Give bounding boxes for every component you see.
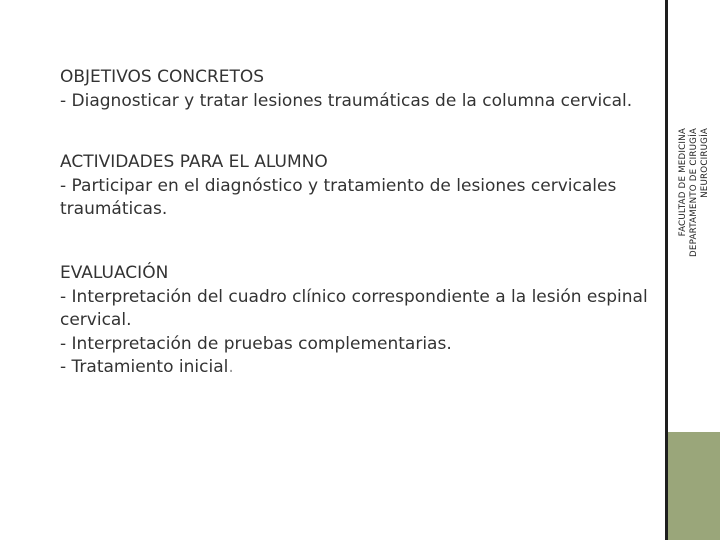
actividades-line: - Participar en el diagnóstico y tratamiento de lesiones cervicales traumáticas. bbox=[60, 175, 617, 219]
objetivos-section bbox=[60, 66, 660, 113]
sidebar-line-department: DEPARTAMENTO DE CIRUGÍA bbox=[689, 128, 699, 257]
sidebar-line-specialty: NEUROCIRUGÍA bbox=[700, 128, 710, 198]
evaluacion-line-3 bbox=[60, 356, 660, 380]
evaluacion-line-3-text: - Tratamiento inicial bbox=[60, 357, 229, 377]
objetivos-line: - Diagnosticar y tratar lesiones traumáticas de la columna cervical. bbox=[60, 90, 633, 111]
sidebar-vertical-label bbox=[678, 128, 711, 298]
evaluacion-line-2: - Interpretación de pruebas complementarias. bbox=[60, 333, 452, 354]
actividades-heading: ACTIVIDADES PARA EL ALUMNO bbox=[60, 152, 328, 172]
evaluacion-final-dot: . bbox=[228, 357, 234, 377]
sidebar-line-faculty: FACULTAD DE MEDICINA bbox=[678, 128, 688, 237]
evaluacion-line-1: - Interpretación del cuadro clínico correspondiente a la lesión espinal cervical. bbox=[60, 286, 648, 330]
actividades-section bbox=[60, 151, 660, 222]
evaluacion-section bbox=[60, 262, 660, 380]
evaluacion-heading: EVALUACIÓN bbox=[60, 263, 169, 283]
green-accent-block bbox=[668, 432, 720, 540]
objetivos-heading: OBJETIVOS CONCRETOS bbox=[60, 67, 265, 87]
